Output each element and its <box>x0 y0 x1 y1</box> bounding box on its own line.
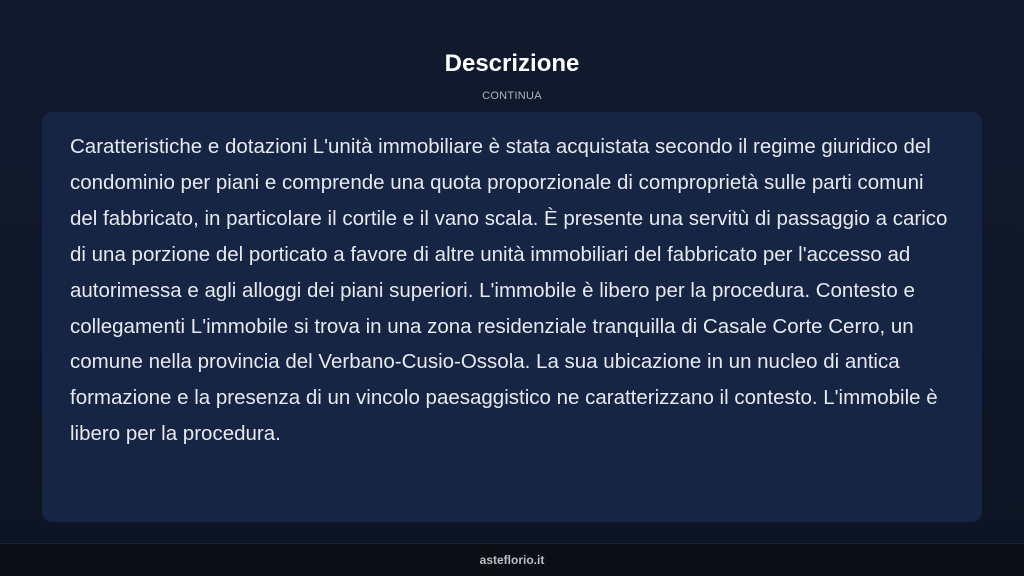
page-title: Descrizione <box>444 50 580 77</box>
description-text: Caratteristiche e dotazioni L'unità immobiliare è stata acquistata secondo il regime giuridico del condominio per piani e comprende una quota proporzionale di comproprietà sulle parti comuni del fabbricato, in particolare il cortile e il vano scala. È presente una servitù di passaggio a carico di una porzione del porticato a favore di altre unità immobiliari del fabbricato per l'accesso ad autorimessa e agli alloggi dei piani superiori. L'immobile è libero per la procedura. Contesto e collegamenti L'immobile si trova in una zona residenziale tranquilla di Casale Corte Cerro, un comune nella provincia del Verbano-Cusio-Ossola. La sua ubicazione in un nucleo di antica formazione e la presenza di un vincolo paesaggistico ne caratterizzano il contesto. L'immobile è libero per la procedura. <box>70 135 948 446</box>
footer-bar <box>0 543 1024 576</box>
footer-brand: asteflorio.it <box>479 553 545 567</box>
description-card <box>42 112 982 522</box>
page-subtitle: CONTINUA <box>482 90 542 102</box>
